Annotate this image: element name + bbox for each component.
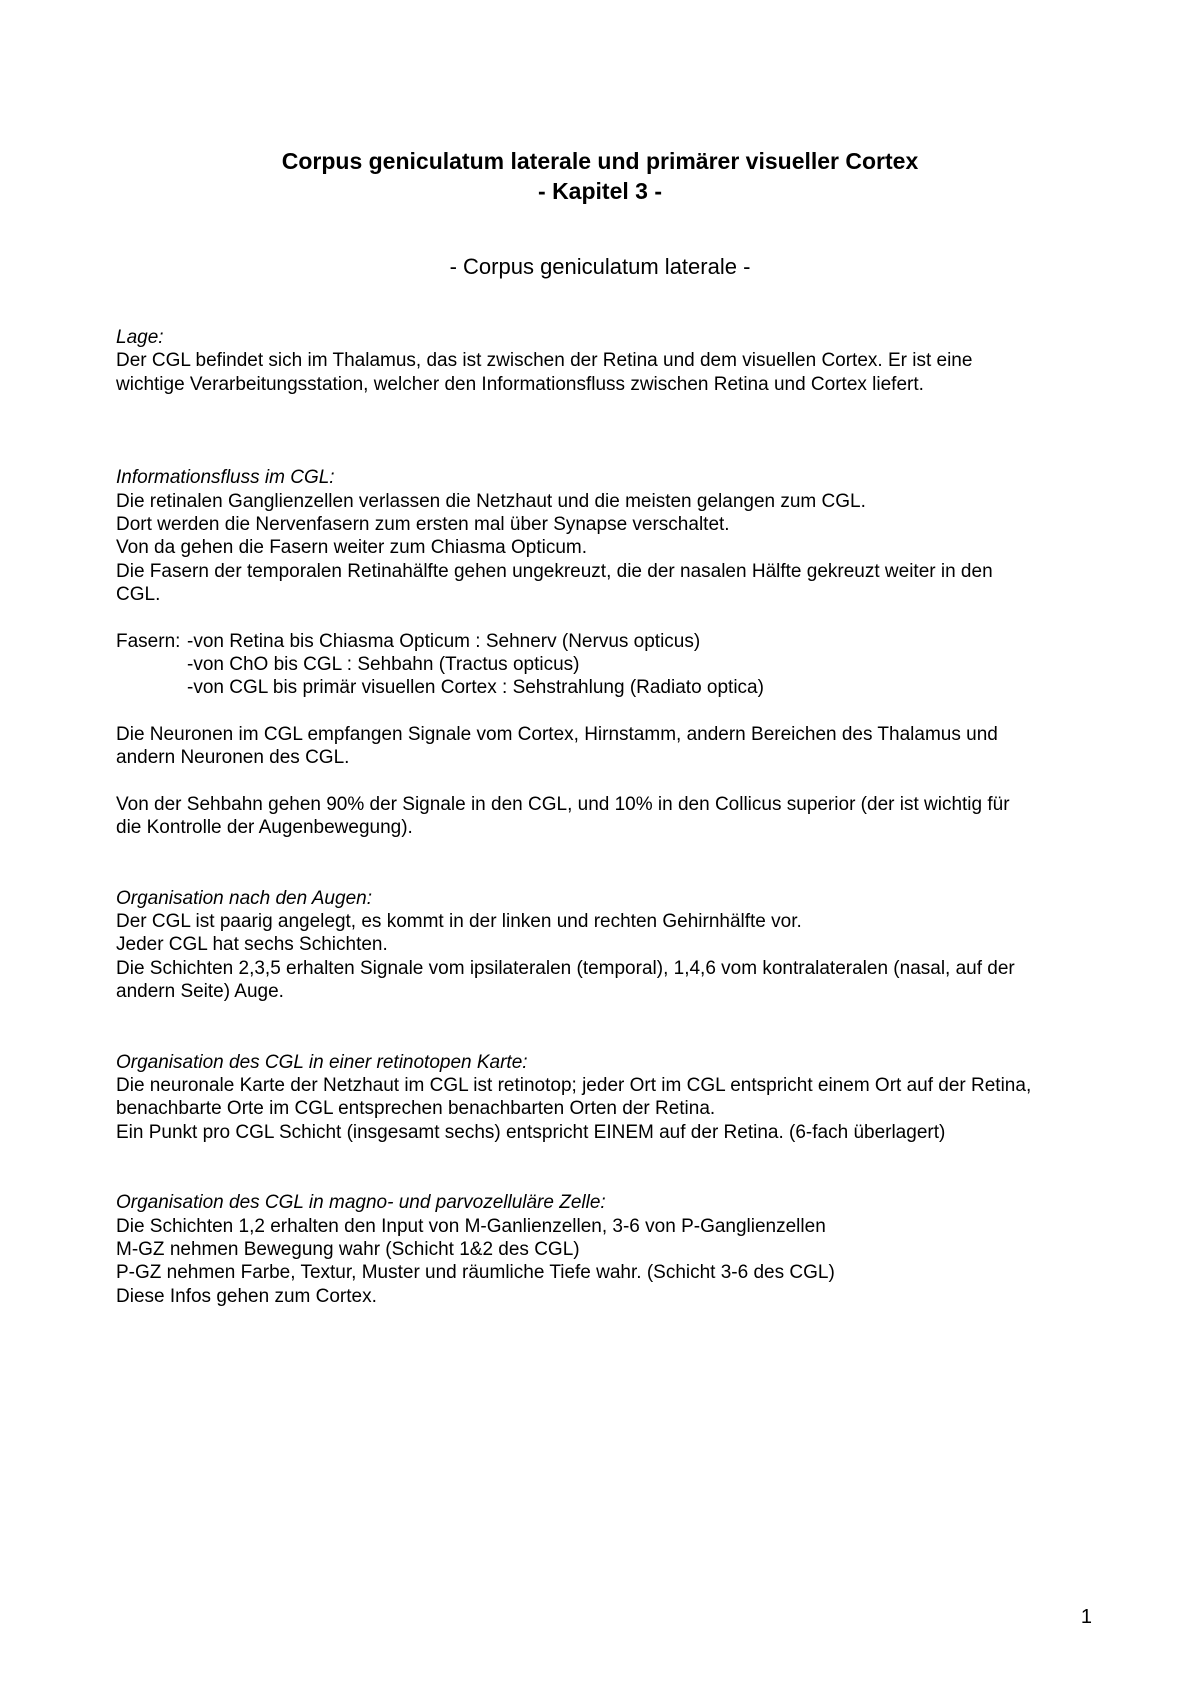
paragraph-line: andern Neuronen des CGL. — [116, 747, 350, 769]
paragraph-line: Die Schichten 1,2 erhalten den Input von M-Ganlienzellen, 3-6 von P-Ganglienzellen — [116, 1215, 826, 1237]
neuronen-paragraph — [116, 723, 1106, 770]
paragraph-line: CGL. — [116, 584, 161, 606]
paragraph-line: Die Neuronen im CGL empfangen Signale vom Cortex, Hirnstamm, andern Bereichen des Thalamus und — [116, 723, 998, 745]
fasern-item: -von ChO bis CGL : Sehbahn (Tractus opticus) — [187, 654, 580, 676]
section-heading: Organisation des CGL in einer retinotopen Karte: — [116, 1051, 528, 1073]
paragraph-line: benachbarte Orte im CGL entsprechen benachbarten Orten der Retina. — [116, 1098, 716, 1120]
organisation-karte-section — [116, 1051, 1106, 1145]
paragraph-line: Diese Infos gehen zum Cortex. — [116, 1285, 377, 1307]
document-title: Corpus geniculatum laterale und primärer visueller Cortex — [281, 148, 919, 174]
fasern-section — [116, 630, 1106, 700]
page-number: 1 — [1080, 1606, 1092, 1628]
paragraph-line: Die Fasern der temporalen Retinahälfte gehen ungekreuzt, die der nasalen Hälfte gekreuzt weiter in den — [116, 560, 993, 582]
chapter-subtitle: - Kapitel 3 - — [538, 178, 662, 204]
title-block — [0, 146, 1200, 206]
lage-section — [116, 326, 1106, 396]
fasern-label: Fasern: — [116, 630, 181, 652]
section-heading: Organisation nach den Augen: — [116, 887, 372, 909]
fasern-item: -von Retina bis Chiasma Opticum : Sehnerv (Nervus opticus) — [187, 630, 701, 652]
fasern-row — [116, 630, 1106, 653]
paragraph-line: Der CGL ist paarig angelegt, es kommt in der linken und rechten Gehirnhälfte vor. — [116, 910, 802, 932]
paragraph-line: Ein Punkt pro CGL Schicht (insgesamt sechs) entspricht EINEM auf der Retina. (6-fach überlagert) — [116, 1121, 946, 1143]
paragraph-line: Die neuronale Karte der Netzhaut im CGL ist retinotop; jeder Ort im CGL entspricht einem Ort auf der Retina, — [116, 1074, 1032, 1096]
paragraph-line: Die retinalen Ganglienzellen verlassen die Netzhaut und die meisten gelangen zum CGL. — [116, 490, 866, 512]
section-title: - Corpus geniculatum laterale - — [449, 254, 751, 279]
paragraph-line: wichtige Verarbeitungsstation, welcher den Informationsfluss zwischen Retina und Cortex liefert. — [116, 373, 924, 395]
paragraph-line: Dort werden die Nervenfasern zum ersten mal über Synapse verschaltet. — [116, 514, 730, 536]
paragraph-line: Jeder CGL hat sechs Schichten. — [116, 934, 388, 956]
organisation-augen-section — [116, 887, 1106, 1004]
fasern-item: -von CGL bis primär visuellen Cortex : Sehstrahlung (Radiato optica) — [187, 677, 764, 699]
section-heading: Lage: — [116, 327, 164, 348]
paragraph-line: Die Schichten 2,3,5 erhalten Signale vom ipsilateralen (temporal), 1,4,6 vom kontralateralen (nasal, auf der — [116, 957, 1015, 979]
paragraph-line: P-GZ nehmen Farbe, Textur, Muster und räumliche Tiefe wahr. (Schicht 3-6 des CGL) — [116, 1262, 835, 1284]
paragraph-line: Der CGL befindet sich im Thalamus, das ist zwischen der Retina und dem visuellen Cortex. Er ist eine — [116, 350, 973, 372]
informationsfluss-section — [116, 466, 1106, 606]
document-body — [116, 326, 1106, 1308]
sehbahn-paragraph — [116, 793, 1106, 840]
organisation-zellen-section — [116, 1191, 1106, 1308]
paragraph-line: die Kontrolle der Augenbewegung). — [116, 817, 413, 839]
paragraph-line: Von der Sehbahn gehen 90% der Signale in den CGL, und 10% in den Collicus superior (der ist wichtig für — [116, 793, 1010, 815]
paragraph-line: M-GZ nehmen Bewegung wahr (Schicht 1&2 des CGL) — [116, 1238, 580, 1260]
section-heading: Organisation des CGL in magno- und parvozelluläre Zelle: — [116, 1192, 606, 1214]
section-heading: Informationsfluss im CGL: — [116, 467, 335, 489]
paragraph-line: Von da gehen die Fasern weiter zum Chiasma Opticum. — [116, 537, 588, 559]
paragraph-line: andern Seite) Auge. — [116, 981, 284, 1003]
